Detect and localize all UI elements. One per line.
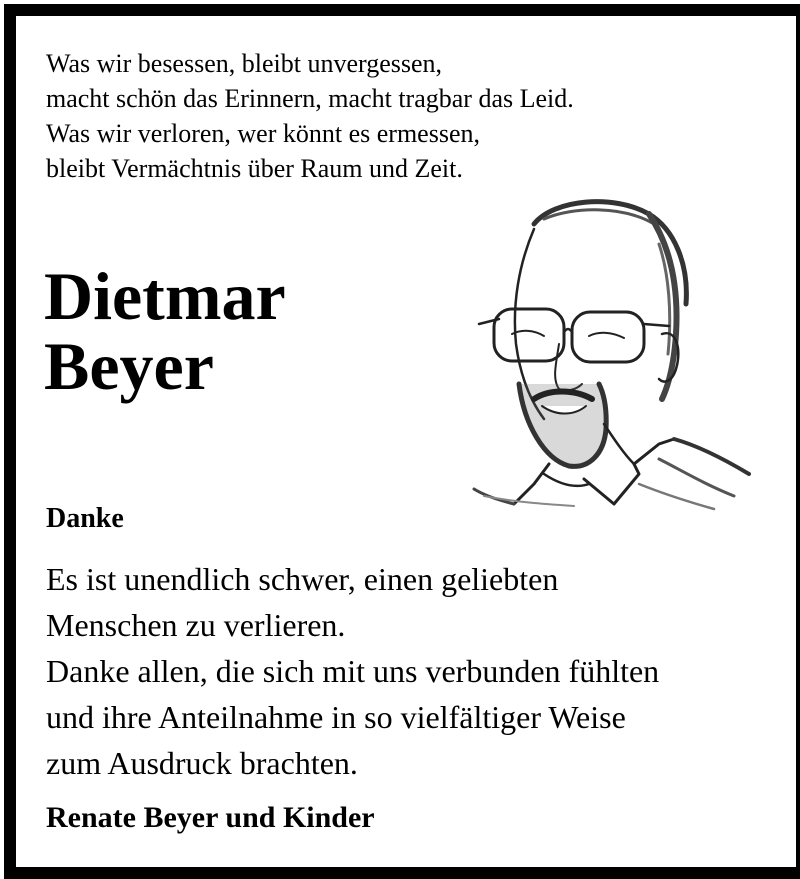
poem-line: macht schön das Erinnern, macht tragbar das Leid. — [46, 84, 574, 113]
thanks-title: Danke — [46, 503, 124, 534]
last-name: Beyer — [44, 328, 214, 404]
obituary-content — [16, 16, 796, 867]
thanks-line: Menschen zu verlieren. — [46, 607, 346, 643]
obituary-frame — [4, 4, 800, 879]
signoff: Renate Beyer und Kinder — [46, 801, 375, 834]
first-name: Dietmar — [44, 258, 286, 334]
memorial-poem — [46, 46, 574, 186]
thanks-line: Danke allen, die sich mit uns verbunden fühlten — [46, 653, 660, 689]
pencil-portrait-icon — [464, 184, 754, 514]
thanks-text — [46, 556, 776, 786]
poem-line: Was wir verloren, wer könnt es ermessen, — [46, 119, 480, 148]
thanks-line: Es ist unendlich schwer, einen geliebten — [46, 561, 559, 597]
poem-line: Was wir besessen, bleibt unvergessen, — [46, 49, 443, 78]
deceased-name — [44, 258, 286, 404]
poem-line: bleibt Vermächtnis über Raum und Zeit. — [46, 154, 463, 183]
thanks-line: zum Ausdruck brachten. — [46, 745, 358, 781]
thanks-line: und ihre Anteilnahme in so vielfältiger Weise — [46, 699, 626, 735]
